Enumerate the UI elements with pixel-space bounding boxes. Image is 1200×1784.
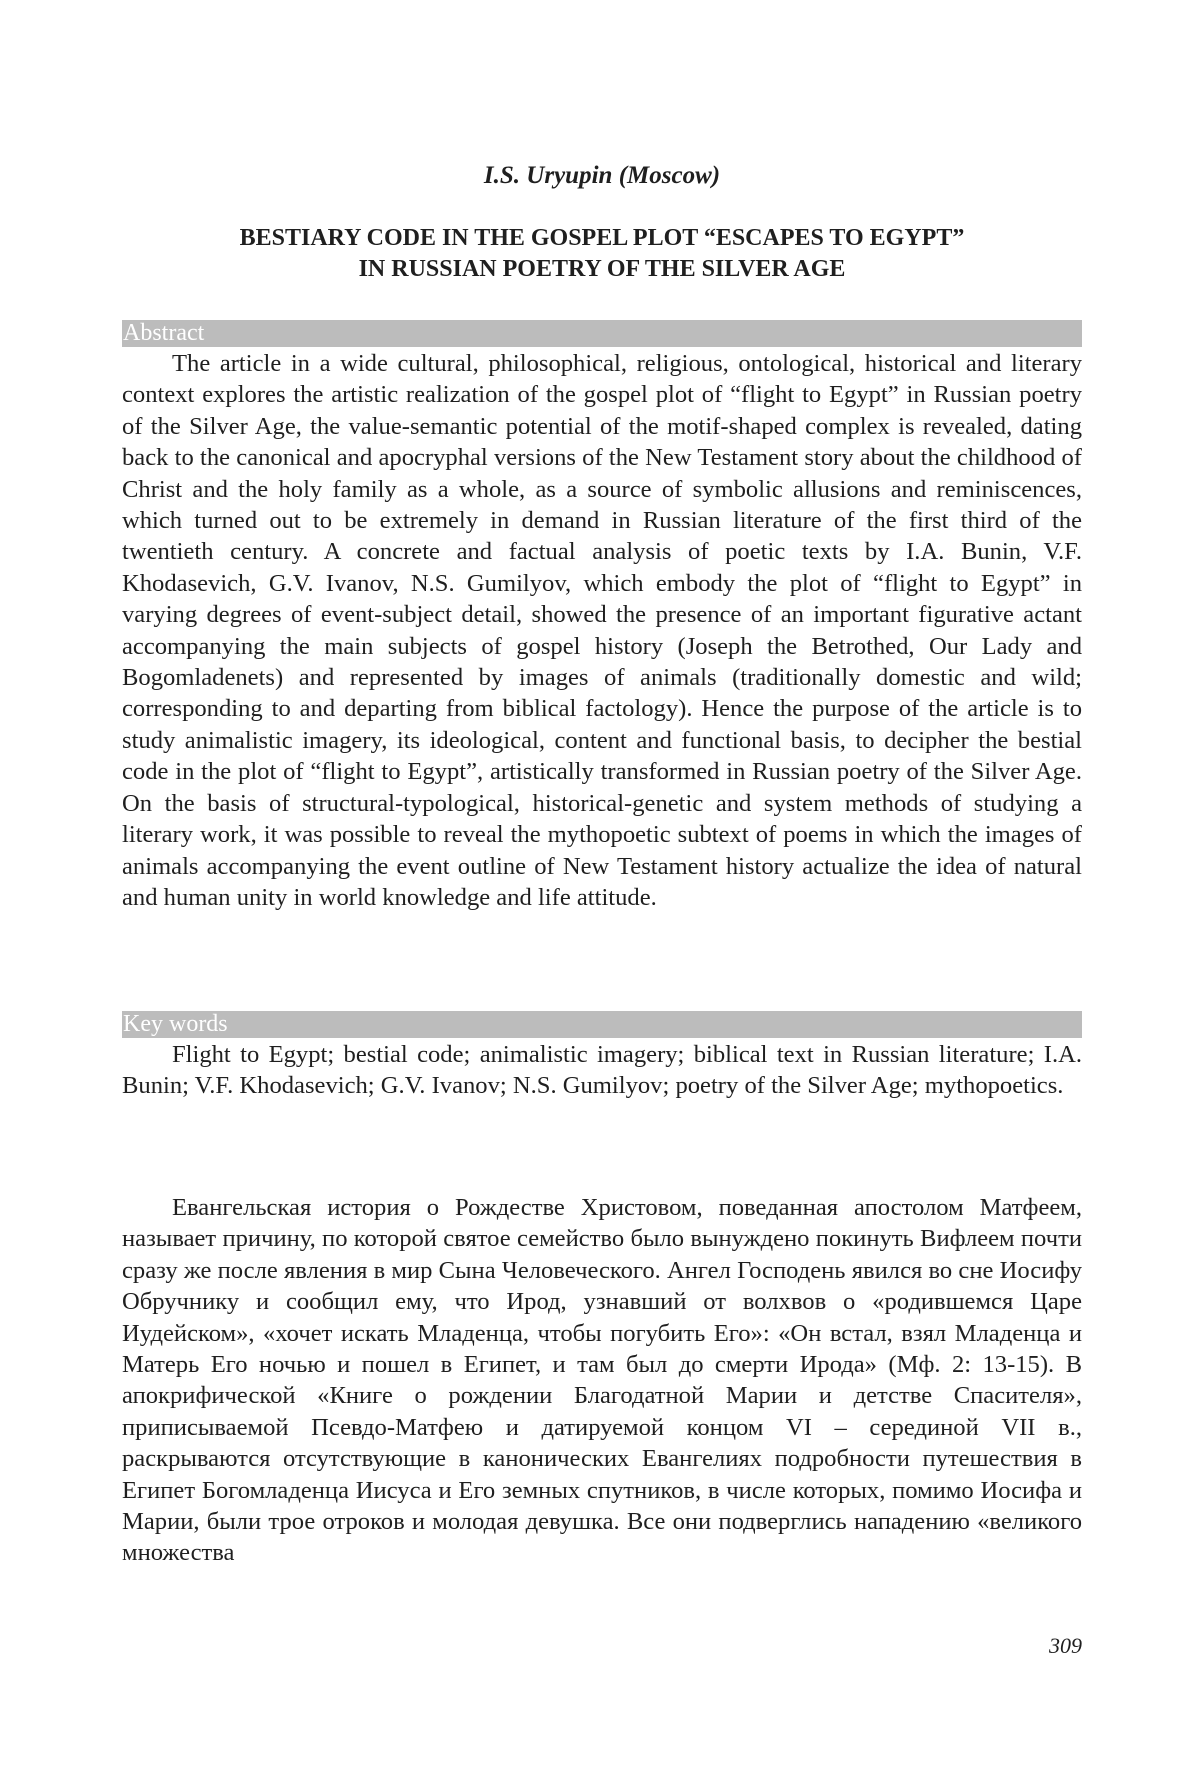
page-number: 309	[1049, 1633, 1082, 1658]
abstract-heading: Abstract	[122, 320, 1082, 347]
body-paragraph: Евангельская история о Рождестве Христовом, поведанная апостолом Матфеем, называет причину, по которой святое семейство было вынуждено покинуть Вифлеем почти сразу же после явления в мир Сына Человеческого. Ангел Господень явился во сне Иосифу Обручнику и сообщил ему, что Ирод, узнавший от волхвов о «родившемся Царе Иудейском», «хочет искать Младенца, чтобы погубить Его»: «Он встал, взял Младенца и Матерь Его ночью и пошел в Египет, и там был до смерти Ирода» (Мф. 2: 13-15). В апокрифической «Книге о рождении Благодатной Марии и детстве Спасителя», приписываемой Псевдо-Матфею и датируемой концом VI – серединой VII в., раскрываются отсутствующие в канонических Евангелиях подробности путешествия в Египет Богомладенца Иисуса и Его земных спутников, в числе которых, помимо Иосифа и Марии, были трое отроков и молодая девушка. Все они подверглись нападению «великого множества	[122, 1194, 1082, 1567]
keywords-heading: Key words	[122, 1011, 1082, 1038]
article-title	[122, 223, 1082, 285]
keywords-text: Flight to Egypt; bestial code; animalistic imagery; biblical text in Russian literature; I.A. Bunin; V.F. Khodasevich; G.V. Ivanov; N.S. Gumilyov; poetry of the Silver Age; mythopoetics.	[122, 1041, 1082, 1100]
article-title-line-2: IN RUSSIAN POETRY OF THE SILVER AGE	[358, 256, 846, 282]
author-line: I.S. Uryupin (Moscow)	[483, 162, 721, 189]
abstract-text: The article in a wide cultural, philosophical, religious, ontological, historical and literary context explores the artistic realization of the gospel plot of “flight to Egypt” in Russian poetry of the Silver Age, the value-semantic potential of the motif-shaped complex is revealed, dating back to the canonical and apocryphal versions of the New Testament story about the childhood of Christ and the holy family as a whole, as a source of symbolic allusions and reminiscences, which turned out to be extremely in demand in Russian literature of the first third of the twentieth century. A concrete and factual analysis of poetic texts by I.A. Bunin, V.F. Khodasevich, G.V. Ivanov, N.S. Gumilyov, which embody the plot of “flight to Egypt” in varying degrees of event-subject detail, showed the presence of an important figurative actant accompanying the main subjects of gospel history (Joseph the Betrothed, Our Lady and Bogomladenets) and represented by images of animals (traditionally domestic and wild; corresponding to and departing from biblical factology). Hence the purpose of the article is to study animalistic imagery, its ideological, content and functional basis, to decipher the bestial code in the plot of “flight to Egypt”, artistically transformed in Russian poetry of the Silver Age. On the basis of structural-typological, historical-genetic and system methods of studying a literary work, it was possible to reveal the mythopoetic subtext of poems in which the images of animals accompanying the event outline of New Testament history actualize the idea of natural and human unity in world knowledge and life attitude.	[122, 350, 1082, 911]
article-title-line-1: BESTIARY CODE IN THE GOSPEL PLOT “ESCAPES TO EGYPT”	[239, 225, 965, 251]
